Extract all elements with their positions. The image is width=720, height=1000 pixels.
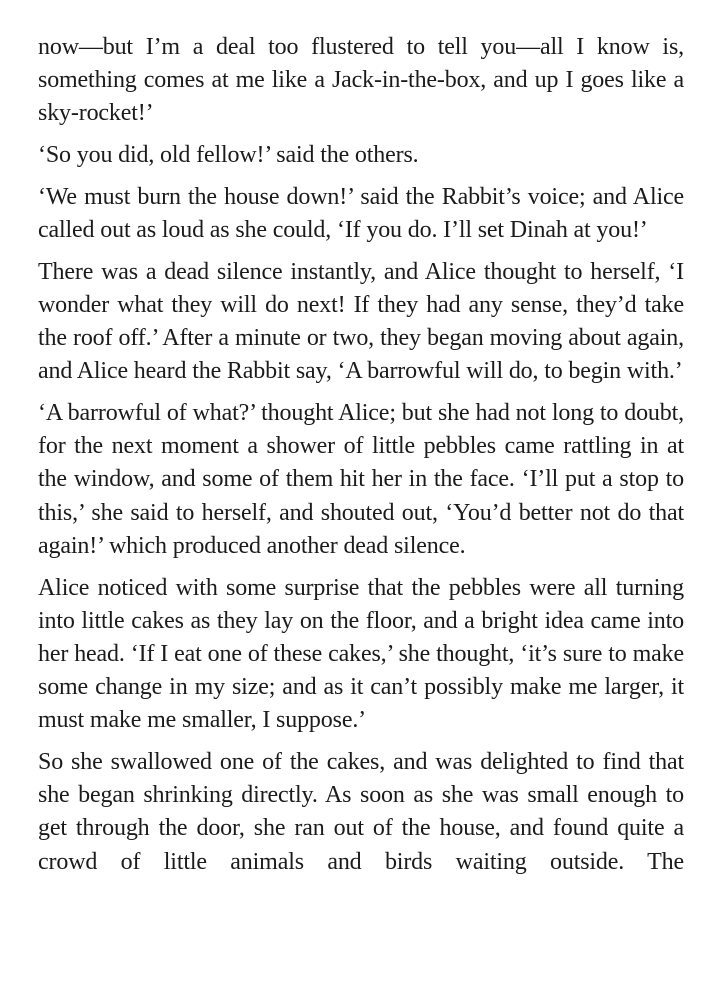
paragraph-7: So she swallowed one of the cakes, and was delighted to find that she began shrinking directly. As soon as she was small enough to get through the door, she ran out of the house, and found quite a crowd of little animals and birds waiting outside. The bbox=[38, 749, 684, 875]
paragraph-6: Alice noticed with some surprise that the pebbles were all turning into little cakes as they lay on the floor, and a bright idea came into her head. ‘If I eat one of these cakes,’ she thought, ‘it’s sure to make some change in my size; and as it can’t possibly make me larger, it must make me smaller, I suppose.’ bbox=[38, 574, 684, 734]
book-page bbox=[38, 31, 684, 879]
paragraph-2: ‘So you did, old fellow!’ said the others. bbox=[38, 142, 419, 169]
paragraph-5: ‘A barrowful of what?’ thought Alice; but she had not long to doubt, for the next moment a shower of little pebbles came rattling in at the window, and some of them hit her in the face. ‘I’ll put a stop to this,’ she said to herself, and shouted out, ‘You’d better not do that again!’ which produced another dead silence. bbox=[38, 400, 684, 559]
paragraph-3: ‘We must burn the house down!’ said the Rabbit’s voice; and Alice called out as loud as she could, ‘If you do. I’ll set Dinah at you!’ bbox=[38, 183, 684, 244]
paragraph-4: There was a dead silence instantly, and Alice thought to herself, ‘I wonder what they will do next! If they had any sense, they’d take the roof off.’ After a minute or two, they began moving about again, and Alice heard the Rabbit say, ‘A barrowful will do, to begin with.’ bbox=[38, 258, 684, 385]
paragraph-1: now—but I’m a deal too flustered to tell you—all I know is, something comes at me like a Jack-in-the-box, and up I goes like a sky-rocket!’ bbox=[38, 34, 684, 127]
